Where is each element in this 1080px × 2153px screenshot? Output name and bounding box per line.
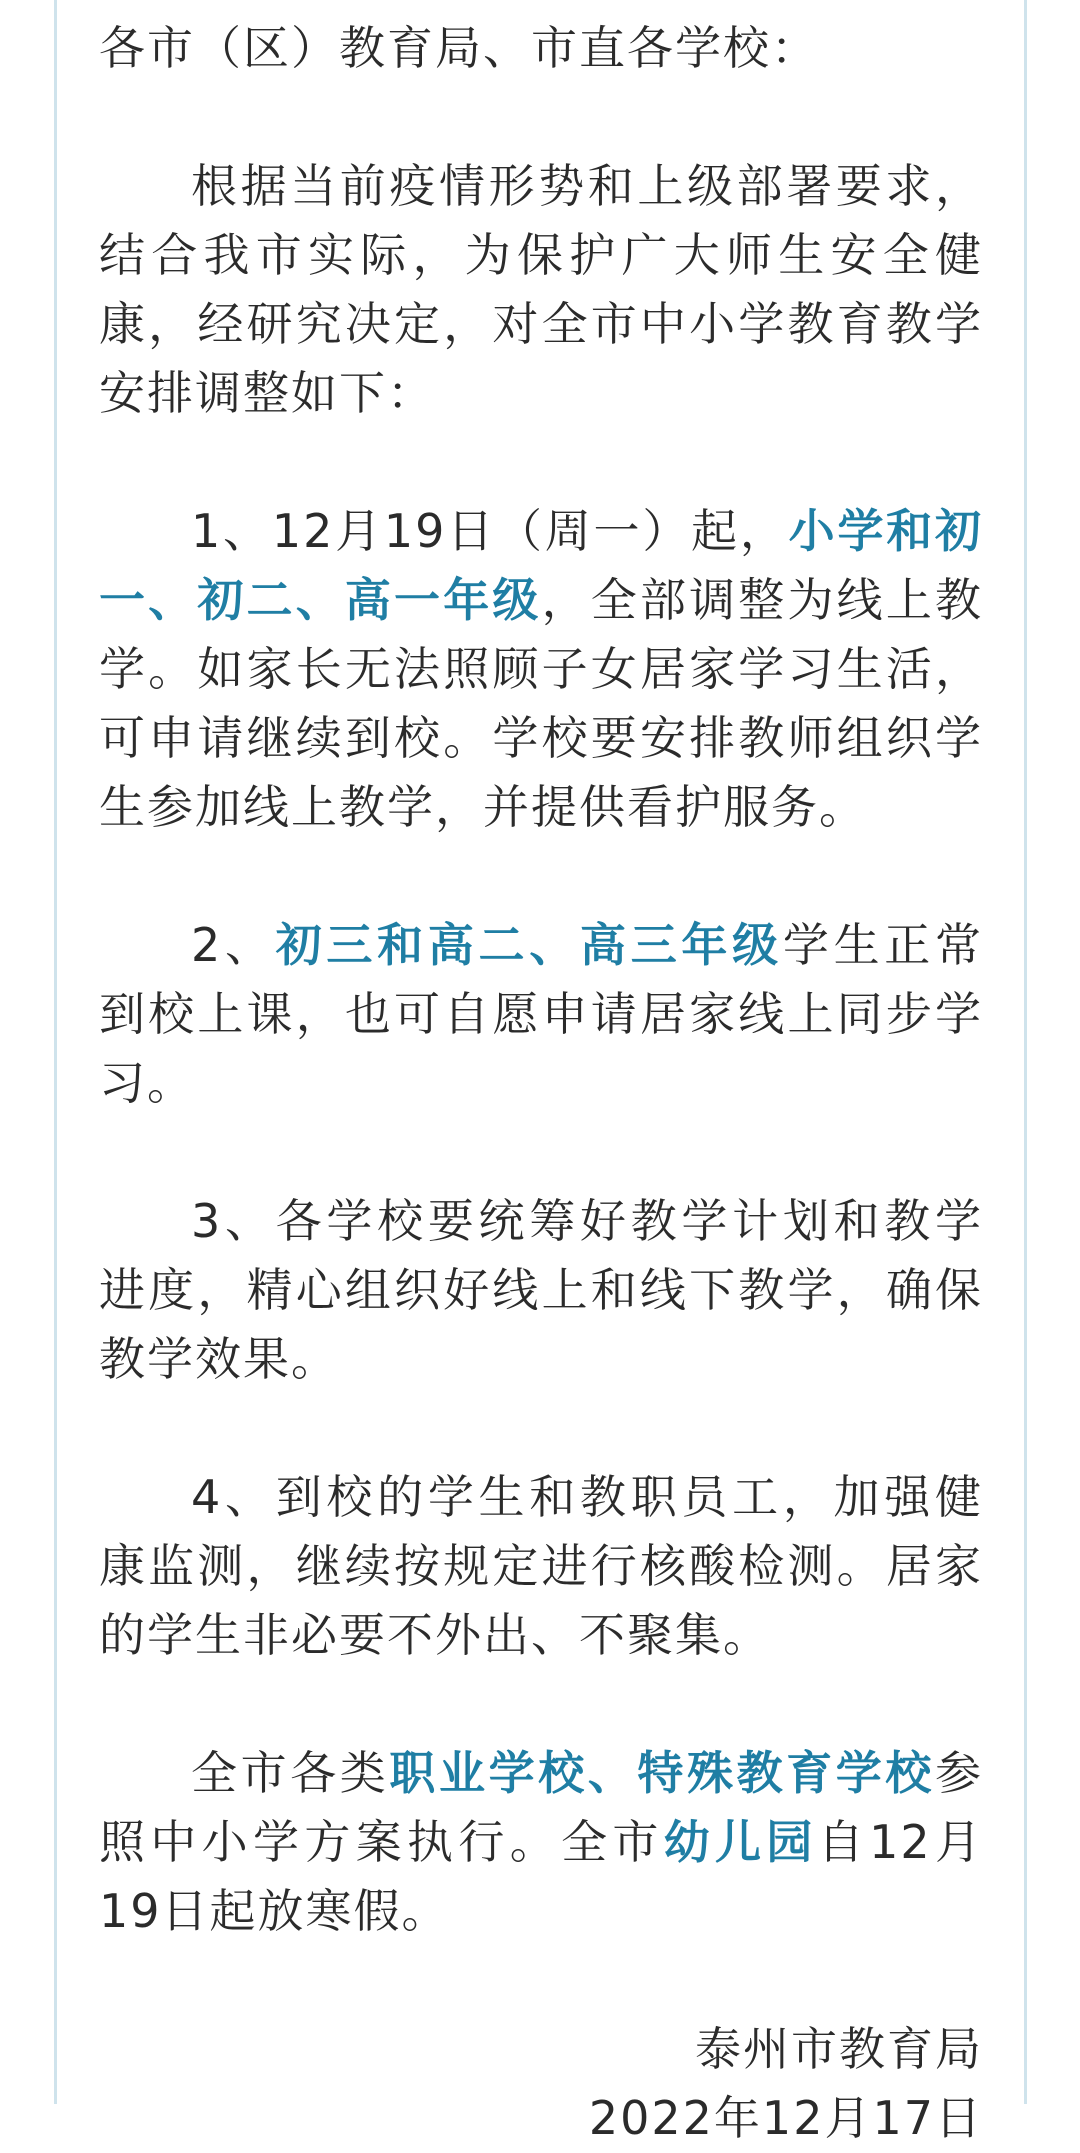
- item-2-prefix: 2、: [191, 918, 276, 972]
- item-3-paragraph: 3、各学校要统筹好教学计划和教学进度，精心组织好线上和线下教学，确保教学效果。: [99, 1194, 983, 1386]
- item-2-highlight: 初三和高二、高三年级: [275, 918, 783, 972]
- closing-suffix: 自12月19日起放寒假。: [99, 1815, 983, 1938]
- closing-highlight-kindergarten: 幼儿园: [663, 1815, 818, 1869]
- closing-prefix: 全市各类: [191, 1746, 390, 1800]
- closing-highlight-vocational: 职业学校、特殊教育学校: [389, 1746, 936, 1800]
- issue-date: 2022年12月17日: [588, 2091, 983, 2145]
- item-2-paragraph: [99, 911, 983, 1118]
- item-1-prefix: 1、12月19日（周一）起，: [191, 504, 789, 558]
- notice-document: [99, 14, 983, 2153]
- salutation: 各市（区）教育局、市直各学校：: [99, 21, 819, 75]
- closing-middle: 参照中小学方案执行。全市: [99, 1746, 984, 1869]
- item-2-suffix: 学生正常到校上课，也可自愿申请居家线上同步学习。: [99, 918, 984, 1110]
- issuer-name: 泰州市教育局: [695, 2022, 983, 2076]
- item-4-paragraph: 4、到校的学生和教职员工，加强健康监测，继续按规定进行核酸检测。居家的学生非必要不外出、不聚集。: [99, 1470, 983, 1662]
- closing-paragraph: [99, 1739, 983, 1946]
- item-1-highlight: 小学和初一、初二、高一年级: [99, 504, 984, 627]
- intro-paragraph: 根据当前疫情形势和上级部署要求，结合我市实际，为保护广大师生安全健康，经研究决定，对全市中小学教育教学安排调整如下：: [99, 159, 983, 420]
- right-border-line: [1024, 0, 1027, 2104]
- item-1-suffix: ，全部调整为线上教学。如家长无法照顾子女居家学习生活，可申请继续到校。学校要安排教师组织学生参加线上教学，并提供看护服务。: [99, 573, 984, 834]
- item-1-paragraph: [99, 497, 983, 842]
- left-border-line: [54, 0, 57, 2104]
- signature-block: [99, 2015, 983, 2153]
